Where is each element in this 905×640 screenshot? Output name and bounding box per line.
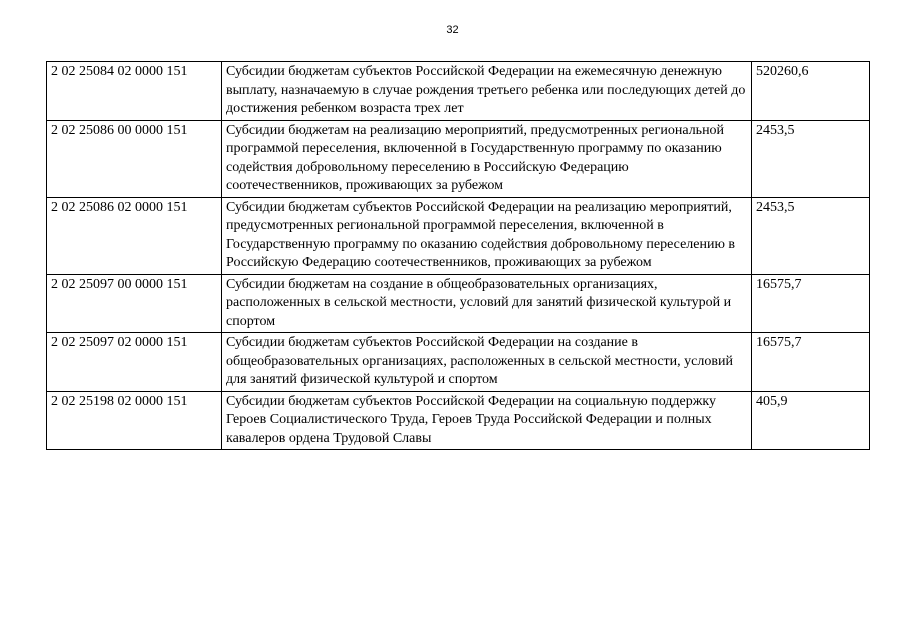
table-row bbox=[47, 274, 870, 333]
table-row bbox=[47, 120, 870, 197]
description: Субсидии бюджетам субъектов Российской Федерации на реализацию мероприятий, предусмотренных региональной программой переселения, включенной в Государственную программу по оказанию содействия добровольному переселению в Российскую Федерацию соотечественников, проживающих за рубежом bbox=[222, 197, 752, 274]
page-number: 32 bbox=[446, 24, 459, 36]
budget-code: 2 02 25086 02 0000 151 bbox=[47, 197, 222, 274]
amount: 405,9 bbox=[752, 391, 870, 450]
budget-code: 2 02 25198 02 0000 151 bbox=[47, 391, 222, 450]
description: Субсидии бюджетам субъектов Российской Федерации на ежемесячную денежную выплату, назначаемую в случае рождения третьего ребенка или последующих детей до достижения ребенком возраста трех лет bbox=[222, 62, 752, 121]
description: Субсидии бюджетам субъектов Российской Федерации на социальную поддержку Героев Социалистического Труда, Героев Труда Российской Федерации и полных кавалеров ордена Трудовой Славы bbox=[222, 391, 752, 450]
description: Субсидии бюджетам на реализацию мероприятий, предусмотренных региональной программой переселения, включенной в Государственную программу по оказанию содействия добровольному переселению в Российскую Федерацию соотечественников, проживающих за рубежом bbox=[222, 120, 752, 197]
description: Субсидии бюджетам субъектов Российской Федерации на создание в общеобразовательных организациях, расположенных в сельской местности, условий для занятий физической культурой и спортом bbox=[222, 333, 752, 392]
budget-table bbox=[46, 61, 870, 450]
amount: 2453,5 bbox=[752, 120, 870, 197]
amount: 520260,6 bbox=[752, 62, 870, 121]
budget-code: 2 02 25084 02 0000 151 bbox=[47, 62, 222, 121]
amount: 16575,7 bbox=[752, 333, 870, 392]
table-row bbox=[47, 391, 870, 450]
amount: 16575,7 bbox=[752, 274, 870, 333]
table-row bbox=[47, 197, 870, 274]
budget-code: 2 02 25097 00 0000 151 bbox=[47, 274, 222, 333]
budget-code: 2 02 25086 00 0000 151 bbox=[47, 120, 222, 197]
description: Субсидии бюджетам на создание в общеобразовательных организациях, расположенных в сельской местности, условий для занятий физической культурой и спортом bbox=[222, 274, 752, 333]
table-row bbox=[47, 333, 870, 392]
table-row bbox=[47, 62, 870, 121]
budget-code: 2 02 25097 02 0000 151 bbox=[47, 333, 222, 392]
amount: 2453,5 bbox=[752, 197, 870, 274]
